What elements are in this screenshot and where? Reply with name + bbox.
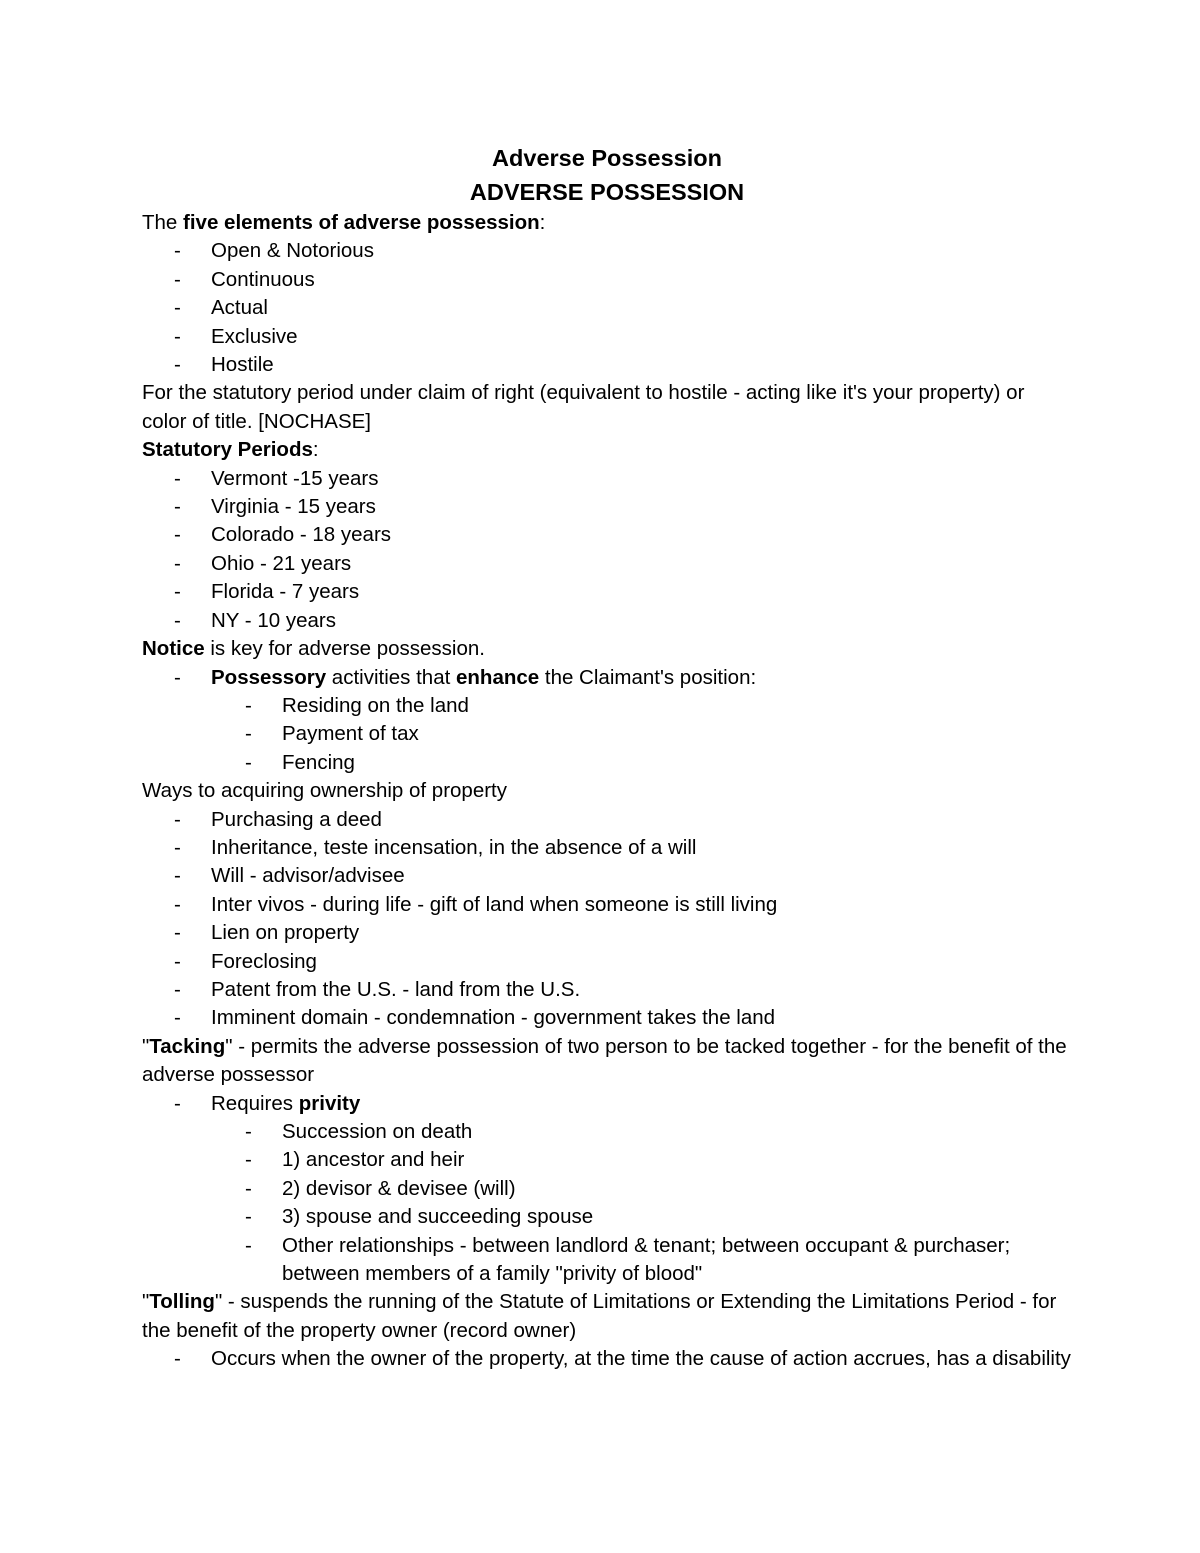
document-subtitle: ADVERSE POSSESSION bbox=[469, 179, 745, 205]
list-subitem: - Payment of tax bbox=[245, 722, 419, 746]
list-item: - Open & Notorious bbox=[174, 239, 374, 263]
list-item: - Imminent domain - condemnation - government takes the land bbox=[174, 1006, 776, 1030]
list-subitem: - Succession on death bbox=[245, 1120, 473, 1143]
list-item: - Ohio - 21 years bbox=[174, 551, 352, 575]
claim-paragraph: For the statutory period under claim of right (equivalent to hostile - acting like it's your property) or color of title. [NOCHASE] bbox=[142, 381, 1025, 433]
list-item: - Requires privity bbox=[174, 1091, 361, 1115]
tolling-paragraph: "Tolling" - suspends the running of the Statute of Limitations or Extending the Limitations Period - for the benefit of the property owner (record owner) bbox=[142, 1290, 1057, 1342]
list-item: - Exclusive bbox=[174, 324, 298, 348]
list-item: - Occurs when the owner of the property, at the time the cause of action accrues, has a disability bbox=[174, 1347, 1071, 1371]
list-item: - Inheritance, teste incensation, in the absence of a will bbox=[174, 835, 697, 859]
list-item: - Foreclosing bbox=[174, 949, 317, 973]
list-item: - Lien on property bbox=[174, 921, 360, 945]
list-item: - Purchasing a deed bbox=[174, 807, 382, 831]
list-subitem: - 1) ancestor and heir bbox=[245, 1148, 465, 1172]
list-subitem: - Other relationships - between landlord & tenant; between occupant & purchaser; between members of a family "privity of blood" bbox=[245, 1233, 1011, 1286]
tacking-paragraph: "Tacking" - permits the adverse possession of two person to be tacked together - for the benefit of the adverse possessor bbox=[142, 1034, 1067, 1087]
list-subitem: - 2) devisor & devisee (will) bbox=[245, 1176, 516, 1200]
list-item: - Florida - 7 years bbox=[174, 580, 360, 604]
list-item: - Patent from the U.S. - land from the U.S. bbox=[174, 977, 581, 1001]
list-item: - Will - advisor/advisee bbox=[174, 864, 405, 888]
list-item: - Actual bbox=[174, 296, 268, 320]
list-item: - Colorado - 18 years bbox=[174, 523, 392, 547]
elements-intro: The five elements of adverse possession: bbox=[142, 211, 546, 234]
notice-paragraph: Notice is key for adverse possession. bbox=[142, 637, 485, 661]
ways-heading: Ways to acquiring ownership of property bbox=[142, 779, 507, 803]
list-subitem: - 3) spouse and succeeding spouse bbox=[245, 1205, 594, 1229]
list-subitem: - Residing on the land bbox=[245, 693, 469, 717]
list-item: - Hostile bbox=[174, 353, 274, 377]
statutory-heading: Statutory Periods: bbox=[142, 438, 319, 462]
list-item: - NY - 10 years bbox=[174, 608, 336, 632]
list-item: - Vermont -15 years bbox=[174, 466, 379, 490]
list-item: - Continuous bbox=[174, 267, 315, 291]
list-item: - Inter vivos - during life - gift of land when someone is still living bbox=[174, 892, 778, 916]
document-body bbox=[142, 141, 1072, 1374]
list-item: - Possessory activities that enhance the Claimant's position: bbox=[174, 665, 757, 689]
document-title: Adverse Possession bbox=[492, 145, 722, 171]
elements-intro-bold: five elements of adverse possession bbox=[183, 211, 540, 234]
list-subitem: - Fencing bbox=[245, 750, 355, 774]
list-item: - Virginia - 15 years bbox=[174, 495, 376, 519]
